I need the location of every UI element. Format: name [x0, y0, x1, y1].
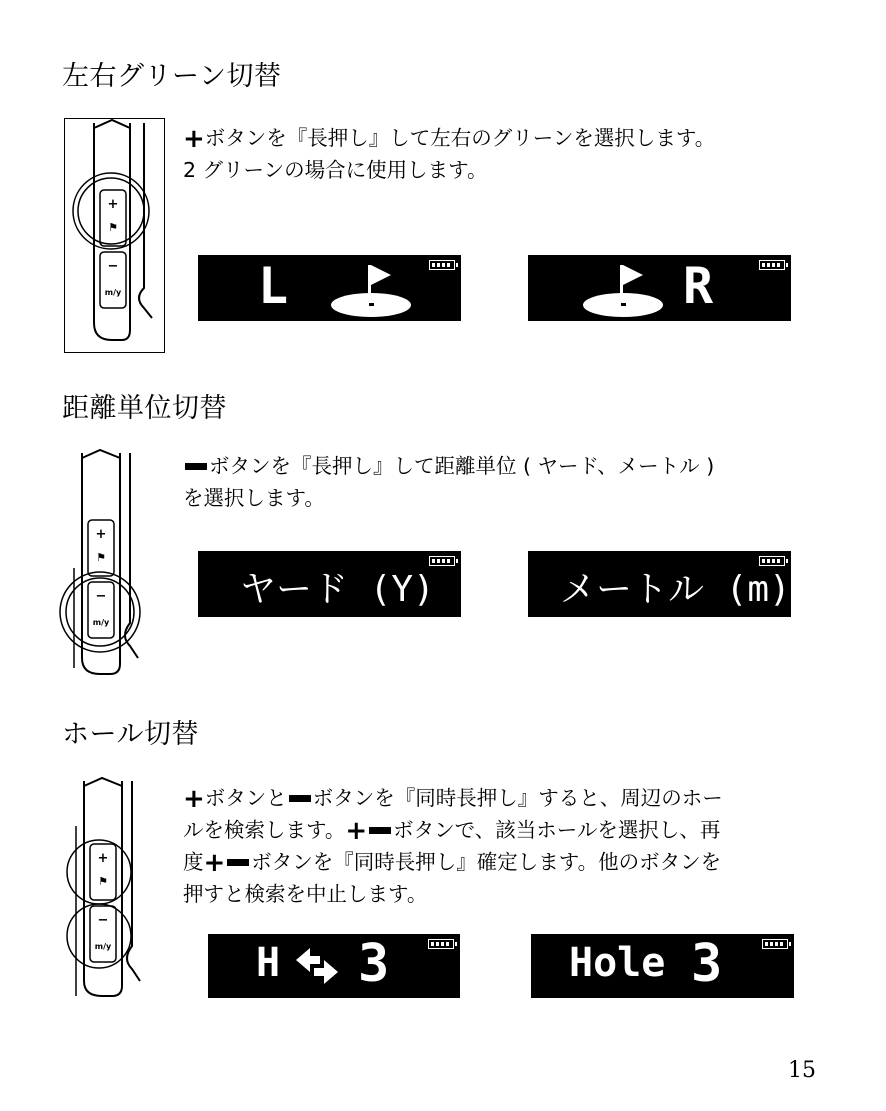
minus-icon: [369, 827, 391, 834]
svg-text:m/y: m/y: [94, 942, 112, 951]
battery-icon: [428, 939, 454, 949]
battery-icon: [759, 260, 785, 270]
device-illustration-green: [64, 118, 166, 354]
plus-icon: +: [183, 784, 205, 814]
device-illustration-distance: [58, 448, 158, 680]
section-title-distance: 距離単位切替: [62, 393, 227, 424]
battery-icon: [429, 260, 455, 270]
battery-icon: [429, 556, 455, 566]
plus-icon: +: [345, 816, 368, 846]
lcd-display-hole-search: H 3: [208, 934, 460, 998]
plus-icon: +: [183, 124, 205, 154]
section-text-hole: +ボタンと ボタンを『同時長押し』すると、周辺のホー ルを検索します。+ ボタンで、該当ホールを選択し、再 度+ ボタンを『同時長押し』確定します。他のボタンを 押すと検索を中止します。: [183, 784, 723, 906]
section-title-hole: ホール切替: [62, 719, 199, 750]
minus-button-label: −: [107, 259, 119, 274]
plus-button-label: +: [107, 197, 119, 212]
svg-text:⚑: ⚑: [96, 551, 106, 564]
unit-button-label: m/y: [104, 288, 122, 297]
svg-text:m/y: m/y: [92, 618, 110, 627]
battery-icon: [762, 939, 788, 949]
device-illustration-hole: [62, 776, 158, 1000]
lcd-display-hole: Hole 3: [531, 934, 794, 998]
battery-icon: [759, 556, 785, 566]
section-text-distance: ボタンを『長押し』して距離単位 ( ヤード、メートル ) を選択します。: [183, 454, 715, 510]
swap-arrows-icon: [292, 946, 342, 986]
green-flag-icon: [578, 259, 668, 319]
section-title-green: 左右グリーン切替: [62, 61, 282, 92]
minus-icon: [227, 859, 249, 866]
lcd-display-left-green: L: [198, 255, 461, 321]
green-flag-icon: [326, 259, 416, 319]
svg-text:⚑: ⚑: [108, 221, 118, 234]
svg-text:+: +: [97, 851, 109, 866]
lcd-display-meter: メートル (m): [528, 551, 791, 617]
svg-text:+: +: [95, 527, 107, 542]
svg-text:⚑: ⚑: [98, 875, 108, 888]
svg-text:−: −: [95, 589, 107, 604]
minus-icon: [289, 795, 311, 802]
page-number: 15: [788, 1058, 816, 1083]
highlight-circle: [60, 572, 140, 652]
plus-icon: +: [203, 848, 226, 878]
minus-icon: [185, 463, 207, 470]
lcd-display-right-green: R: [528, 255, 791, 321]
svg-text:−: −: [97, 913, 109, 928]
lcd-display-yard: ヤード (Y): [198, 551, 461, 617]
section-text-green: +ボタンを『長押し』して左右のグリーンを選択します。 2 グリーンの場合に使用します。: [183, 124, 716, 182]
